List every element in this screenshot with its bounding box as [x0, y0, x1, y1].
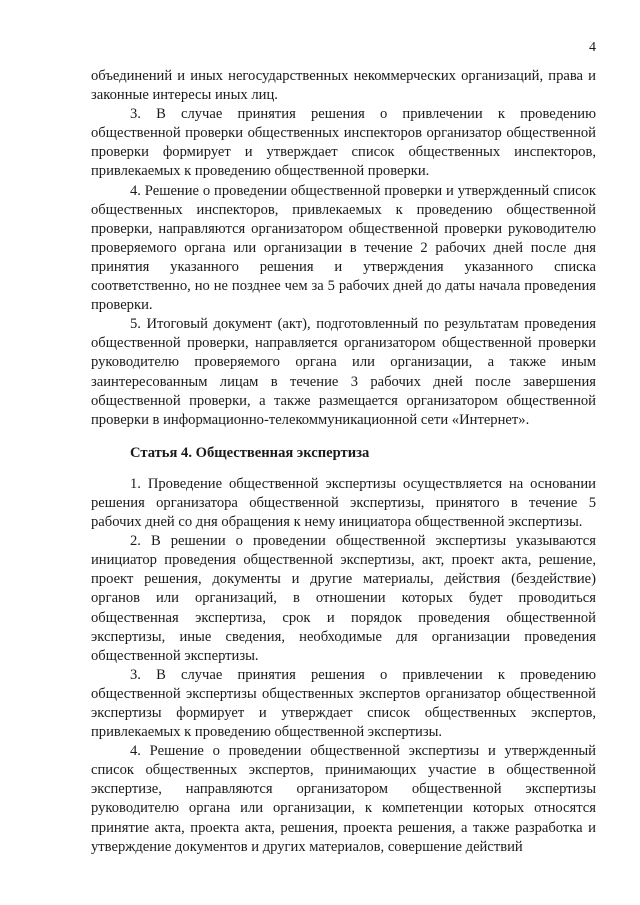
page-number: 4	[589, 40, 596, 55]
article-4-heading: Статья 4. Общественная экспертиза	[130, 444, 370, 461]
paragraph-continuation: объединений и иных негосударственных некоммерческих организаций, права и законные интересы иных лиц.	[91, 68, 596, 104]
paragraph-inspection-item-5: 5. Итоговый документ (акт), подготовленный по результатам проведения общественной проверки, направляется организатором общественной проверки руководителю проверяемого органа или организации, а также иным заинтересованным лицам в течение 3 рабочих дней после завершения общественной проверки, а также размещается организатором общественной проверки в информационно-телекоммуникационной сети «Интернет».	[91, 316, 596, 428]
paragraph-expertise-item-1: 1. Проведение общественной экспертизы осуществляется на основании решения организатора общественной экспертизы, принятого в течение 5 рабочих дней со дня обращения к нему инициатора общественной экспертизы.	[91, 475, 596, 531]
paragraph-expertise-item-3: 3. В случае принятия решения о привлечении к проведению общественной экспертизы общественных экспертов организатор общественной экспертизы формирует и утверждает список общественных экспертов, привлекаемых к проведению общественной экспертизы.	[91, 666, 596, 741]
paragraph-inspection-item-4: 4. Решение о проведении общественной проверки и утвержденный список общественных инспекторов, привлекаемых к проведению общественной проверки, направляются организатором общественной проверки руководителю проверяемого органа или организации в течение 2 рабочих дней после дня принятия указанного решения и утверждения указанного списка соответственно, но не позднее чем за 5 рабочих дней до даты начала проведения проверки.	[91, 182, 596, 314]
paragraph-expertise-item-2: 2. В решении о проведении общественной экспертизы указываются инициатор проведения общественной экспертизы, акт, проект акта, решение, проект решения, документы и другие материалы, действия (бездействие) органов или организаций, в отношении которых будет проводиться общественная экспертиза, срок и порядок проведения общественной экспертизы, иные сведения, необходимые для организации проведения общественной экспертизы.	[91, 533, 596, 664]
paragraph-expertise-item-4: 4. Решение о проведении общественной экспертизы и утвержденный список общественных экспертов, принимающих участие в общественной экспертизе, направляются организатором общественной экспертизы руководителю органа или организации, к компетенции которых относятся принятие акта, проекта акта, решения, проекта решения, а также разработка и утверждение документов и других материалов, совершение действий	[91, 743, 596, 855]
paragraph-inspection-item-3: 3. В случае принятия решения о привлечении к проведению общественной проверки общественных инспекторов организатор общественной проверки формирует и утверждает список общественных инспекторов, привлекаемых к проведению общественной проверки.	[91, 106, 596, 180]
document-body	[91, 67, 596, 857]
